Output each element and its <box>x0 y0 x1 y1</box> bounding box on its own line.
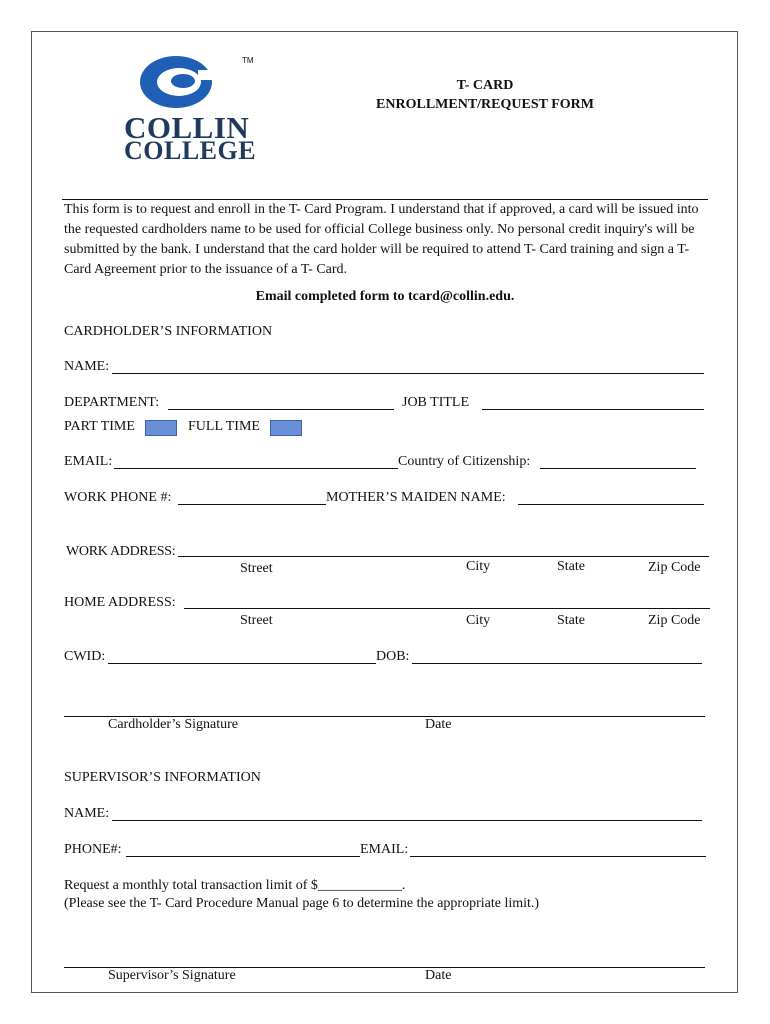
full-time-checkbox[interactable] <box>270 420 302 436</box>
supervisor-date-caption: Date <box>425 968 452 983</box>
home-zip-caption: Zip Code <box>648 613 701 628</box>
logo-word-collin: COLLIN <box>124 110 250 145</box>
email-instruction: Email completed form to tcard@collin.edu. <box>255 289 515 304</box>
department-label: DEPARTMENT: <box>64 395 160 410</box>
supervisor-phone-label: PHONE#: <box>64 842 122 857</box>
home-state-caption: State <box>557 613 585 628</box>
home-address-label: HOME ADDRESS: <box>64 595 176 610</box>
job-title-label: JOB TITLE <box>402 395 470 410</box>
cwid-label: CWID: <box>64 649 106 664</box>
title-line-2: ENROLLMENT/REQUEST FORM <box>376 97 594 112</box>
work-zip-caption: Zip Code <box>648 560 701 575</box>
form-title <box>330 76 640 114</box>
logo-word-college: COLLEGE <box>124 136 257 165</box>
name-field[interactable] <box>112 373 704 374</box>
home-address-field[interactable] <box>184 608 710 609</box>
supervisor-email-field[interactable] <box>410 856 706 857</box>
trademark-mark: TM <box>242 56 254 65</box>
home-city-caption: City <box>466 613 491 628</box>
dob-label: DOB: <box>376 649 410 664</box>
supervisor-name-field[interactable] <box>112 820 702 821</box>
intro-paragraph: This form is to request and enroll in the T- Card Program. I understand that if approved, a card will be issued into the requested cardholders name to be used for official College business only. No personal credit inquiry's will be submitted by the bank. I understand that the card holder will be required to attend T- Card training and sign a T- Card Agreement prior to the issuance of a T- Card. <box>64 202 699 277</box>
supervisor-phone-field[interactable] <box>126 856 360 857</box>
work-phone-label: WORK PHONE #: <box>64 490 172 505</box>
home-street-caption: Street <box>240 613 273 628</box>
job-title-field[interactable] <box>482 409 704 410</box>
collin-college-logo <box>120 50 270 165</box>
supervisor-heading: SUPERVISOR’S INFORMATION <box>64 770 261 785</box>
cardholder-date-caption: Date <box>425 717 452 732</box>
maiden-name-label: MOTHER’S MAIDEN NAME: <box>326 490 506 505</box>
maiden-name-field[interactable] <box>518 504 704 505</box>
citizenship-field[interactable] <box>540 468 696 469</box>
work-street-caption: Street <box>240 561 273 576</box>
name-label: NAME: <box>64 359 110 374</box>
citizenship-label: Country of Citizenship: <box>398 454 531 469</box>
cardholder-signature-caption: Cardholder’s Signature <box>108 717 238 732</box>
work-address-field[interactable] <box>178 556 709 557</box>
dob-field[interactable] <box>412 663 702 664</box>
supervisor-signature-caption: Supervisor’s Signature <box>108 968 236 983</box>
cwid-field[interactable] <box>108 663 376 664</box>
email-field[interactable] <box>114 468 398 469</box>
cardholder-heading: CARDHOLDER’S INFORMATION <box>64 324 273 339</box>
email-label: EMAIL: <box>64 454 113 469</box>
work-city-caption: City <box>466 559 491 574</box>
work-state-caption: State <box>557 559 585 574</box>
work-address-label: WORK ADDRESS: <box>66 544 176 559</box>
part-time-checkbox[interactable] <box>145 420 177 436</box>
supervisor-name-label: NAME: <box>64 806 110 821</box>
title-line-1: T- CARD <box>456 78 514 93</box>
part-time-label: PART TIME <box>64 419 135 434</box>
limit-note: (Please see the T- Card Procedure Manual page 6 to determine the appropriate limit.) <box>64 896 540 911</box>
work-phone-field[interactable] <box>178 504 326 505</box>
limit-request-text: Request a monthly total transaction limit of $____________. <box>64 878 406 893</box>
department-field[interactable] <box>168 409 394 410</box>
supervisor-email-label: EMAIL: <box>360 842 409 857</box>
full-time-label: FULL TIME <box>188 419 260 434</box>
